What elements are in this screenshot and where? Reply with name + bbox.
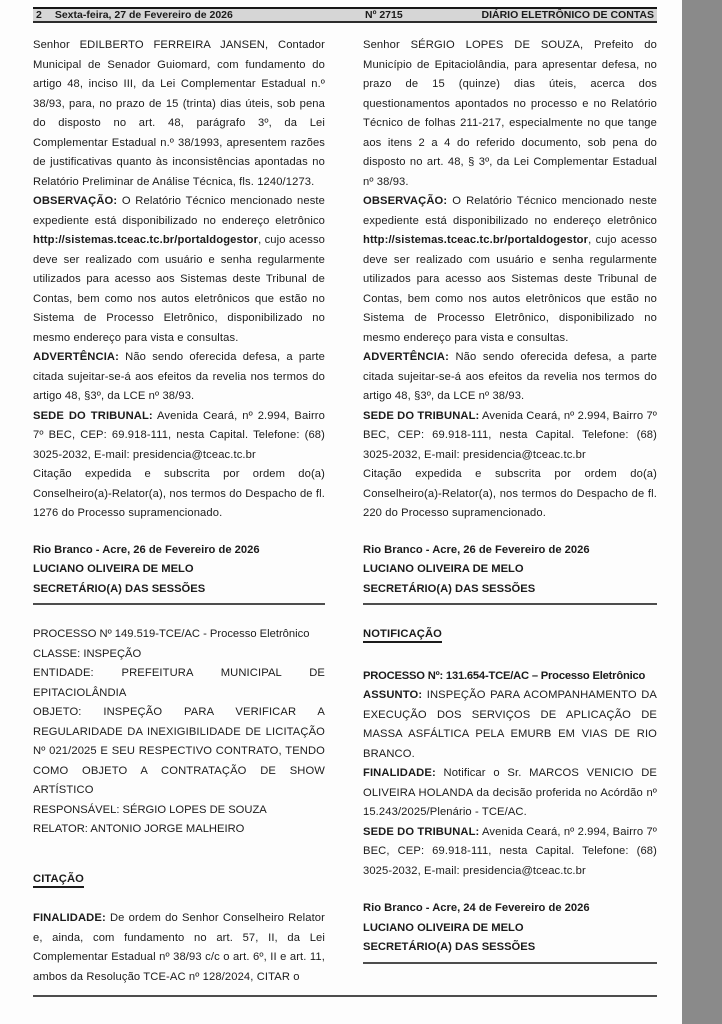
classe-line: CLASSE: INSPEÇÃO xyxy=(33,647,142,660)
assunto-paragraph xyxy=(363,686,657,764)
header-date: Sexta-feira, 27 de Fevereiro de 2026 xyxy=(54,9,233,21)
citation-intro-paragraph: Senhor EDILBERTO FERREIRA JANSEN, Contador Municipal de Senador Guiomard, com fundamento do artigo 48, inciso III, da Lei Complementar Estadual n.º 38/93, para, no prazo de 15 (trinta) dias úteis, sob pena do disposto no art. 48, parágrafo 3º, da Lei Complementar Estadual n.º 38/1993, apresentem razões de justificativas quanto às inconsistências apontadas no Relatório Preliminar de Análise Técnica, fls. 1240/1273. xyxy=(33,39,325,188)
citacao-heading-text: CITAÇÃO xyxy=(33,873,84,888)
signature-block-right-1 xyxy=(363,541,657,606)
citation-intro-paragraph-right: Senhor SÉRGIO LOPES DE SOUZA, Prefeito do Município de Epitaciolândia, para apresentar defesa, no prazo de 15 (quinze) dias úteis, acerca dos questionamentos apontados no processo e no Relatório Técnico de folhas 211-217, especialmente no que tange aos itens 2 a 4 do referido documento, sob pena do disposto no art. 48, § 3º, da Lei Complementar Estadual nº 38/93. xyxy=(363,39,657,188)
page-header-bar xyxy=(33,7,657,23)
signature-place-date-right-1: Rio Branco - Acre, 26 de Fevereiro de 2026 xyxy=(363,543,590,556)
viewer-gutter xyxy=(682,0,722,1024)
process-block-notificacao xyxy=(363,667,657,882)
processo-line-right: PROCESSO Nº: 131.654-TCE/AC – Processo Eletrônico xyxy=(363,669,646,682)
section-heading-notificacao xyxy=(363,625,657,645)
finalidade-text: De ordem do Senhor Conselheiro Relator e, ainda, com fundamento no art. 57, II, da Lei Complementar Estadual nº 38/93 c/c o art. 6º, II e art. 11, ambos da Resolução TCE-AC nº 128/2024, CITAR o xyxy=(33,912,325,983)
advertencia-label-right: ADVERTÊNCIA: xyxy=(363,351,449,363)
sede-tribunal-paragraph-right-2 xyxy=(363,823,657,882)
publication-title: DIÁRIO ELETRÔNICO DE CONTAS xyxy=(481,9,654,21)
finalidade-paragraph-right xyxy=(363,764,657,823)
signature-divider-right-1 xyxy=(363,603,657,605)
secretary-name-right-2: LUCIANO OLIVEIRA DE MELO xyxy=(363,921,524,934)
citacao-expedida-paragraph-right: Citação expedida e subscrita por ordem do(a) Conselheiro(a)-Relator(a), nos termos do Despacho de fl. 220 do Processo supramencionado. xyxy=(363,468,657,519)
signature-block-right-2 xyxy=(363,899,657,964)
signature-place-date: Rio Branco - Acre, 26 de Fevereiro de 2026 xyxy=(33,543,260,556)
header-left-group xyxy=(36,9,233,21)
finalidade-paragraph xyxy=(33,909,325,987)
advertencia-paragraph xyxy=(33,348,325,407)
page-number: 2 xyxy=(36,9,42,21)
secretary-role: SECRETÁRIO(A) DAS SESSÕES xyxy=(33,582,206,595)
signature-place-date-right-2: Rio Branco - Acre, 24 de Fevereiro de 2026 xyxy=(363,902,590,914)
secretary-role-right-2: SECRETÁRIO(A) DAS SESSÕES xyxy=(363,941,536,953)
notificacao-heading-text: NOTIFICAÇÃO xyxy=(363,628,442,643)
column-right xyxy=(363,36,657,964)
signature-divider-right-2 xyxy=(363,962,657,964)
relator-line: RELATOR: ANTONIO JORGE MALHEIRO xyxy=(33,823,245,835)
observacao-text-before: O Relatório Técnico mencionado neste expediente está disponibilizado no endereço eletrônico xyxy=(33,195,325,227)
observacao-paragraph xyxy=(33,192,325,348)
secretary-role-right-1: SECRETÁRIO(A) DAS SESSÕES xyxy=(363,582,536,595)
advertencia-text-right: Não sendo oferecida defesa, a parte citada sujeitar-se-á aos efeitos da revelia nos termos do artigo 48, §3º, da LCE nº 38/93. xyxy=(363,351,657,402)
secretary-name-right-1: LUCIANO OLIVEIRA DE MELO xyxy=(363,563,524,575)
sede-tribunal-text-right-2: Avenida Ceará, nº 2.994, Bairro 7º BEC, CEP: 69.918-111, nesta Capital. Telefone: (68) 3025-2032, E-mail: presidencia@tceac.tc.br xyxy=(363,825,658,877)
finalidade-label-right: FINALIDADE: xyxy=(363,767,436,779)
assunto-text: INSPEÇÃO PARA ACOMPANHAMENTO DA EXECUÇÃO DOS SERVIÇOS DE APLICAÇÃO DE MASSA ASFÁLTICA PELA EMURB EM VIAS DE RIO BRANCO. xyxy=(363,689,657,760)
section-heading-citacao xyxy=(33,870,325,890)
sede-tribunal-text: Avenida Ceará, nº 2.994, Bairro 7º BEC, CEP: 69.918-111, nesta Capital. Telefone: (68) 3025-2032, E-mail: presidencia@tceac.tc.br xyxy=(33,409,325,461)
portal-gestor-url-link[interactable]: http://sistemas.tceac.tc.br/portaldogestor xyxy=(33,234,259,246)
portal-gestor-url-link-right[interactable]: http://sistemas.tceac.tc.br/portaldogestor xyxy=(363,234,589,246)
processo-line: PROCESSO Nº 149.519-TCE/AC - Processo Eletrônico xyxy=(33,628,310,640)
observacao-text-after-right: , cujo acesso deve ser realizado com usuário e senha regularmente utilizados para acesso aos Sistemas deste Tribunal de Contas, bem como nos autos eletrônicos que estão no Sistema de Processo Eletrônico, disponibilizado no mesmo endereço para vista e consultas. xyxy=(363,234,657,344)
observacao-text-before-right: O Relatório Técnico mencionado neste expediente está disponibilizado no endereço eletrônico xyxy=(363,195,657,227)
responsavel-line: RESPONSÁVEL: SÉRGIO LOPES DE SOUZA xyxy=(33,803,267,816)
sede-tribunal-paragraph-right xyxy=(363,407,657,466)
sede-tribunal-text-right: Avenida Ceará, nº 2.994, Bairro 7º BEC, CEP: 69.918-111, nesta Capital. Telefone: (68) 3025-2032, E-mail: presidencia@tceac.tc.br xyxy=(363,409,658,461)
sede-tribunal-label-right-2: SEDE DO TRIBUNAL: xyxy=(363,825,480,838)
advertencia-paragraph-right xyxy=(363,348,657,407)
objeto-line: OBJETO: INSPEÇÃO PARA VERIFICAR A REGULARIDADE DA INEXIGIBILIDADE DE LICITAÇÃO Nº 021/2025 E SEU RESPECTIVO CONTRATO, TENDO COMO OBJETO A CONTRATAÇÃO DE SHOW ARTÍSTICO xyxy=(33,706,325,796)
signature-divider xyxy=(33,603,325,605)
entidade-line: ENTIDADE: PREFEITURA MUNICIPAL DE EPITACIOLÂNDIA xyxy=(33,667,325,699)
column-left xyxy=(33,36,325,987)
signature-block xyxy=(33,541,325,606)
advertencia-text: Não sendo oferecida defesa, a parte citada sujeitar-se-á aos efeitos da revelia nos termos do artigo 48, §3º, da LCE nº 38/93. xyxy=(33,351,325,402)
finalidade-label: FINALIDADE: xyxy=(33,912,106,924)
citacao-expedida-paragraph: Citação expedida e subscrita por ordem do(a) Conselheiro(a)-Relator(a), nos termos do Despacho de fl. 1276 do Processo supramencionado. xyxy=(33,468,325,519)
edition-number: Nº 2715 xyxy=(365,9,403,21)
sede-tribunal-paragraph xyxy=(33,407,325,466)
assunto-label: ASSUNTO: xyxy=(363,689,423,701)
sede-tribunal-label-right: SEDE DO TRIBUNAL: xyxy=(363,409,480,422)
sede-tribunal-label: SEDE DO TRIBUNAL: xyxy=(33,409,153,422)
observacao-paragraph-right xyxy=(363,192,657,348)
finalidade-text-right: Notificar o Sr. MARCOS VENICIO DE OLIVEIRA HOLANDA da decisão proferida no Acórdão nº 15.243/2025/Plenário - TCE/AC. xyxy=(363,767,657,818)
advertencia-label: ADVERTÊNCIA: xyxy=(33,351,119,363)
page-bottom-rule xyxy=(33,995,657,997)
process-block-citacao xyxy=(33,625,325,840)
secretary-name: LUCIANO OLIVEIRA DE MELO xyxy=(33,563,194,575)
observacao-text-after: , cujo acesso deve ser realizado com usuário e senha regularmente utilizados para acesso aos Sistemas deste Tribunal de Contas, bem como nos autos eletrônicos que estão no Sistema de Processo Eletrônico, disponibilizado no mesmo endereço para vista e consultas. xyxy=(33,234,325,344)
observacao-label: OBSERVAÇÃO: xyxy=(33,195,118,207)
observacao-label-right: OBSERVAÇÃO: xyxy=(363,195,448,207)
